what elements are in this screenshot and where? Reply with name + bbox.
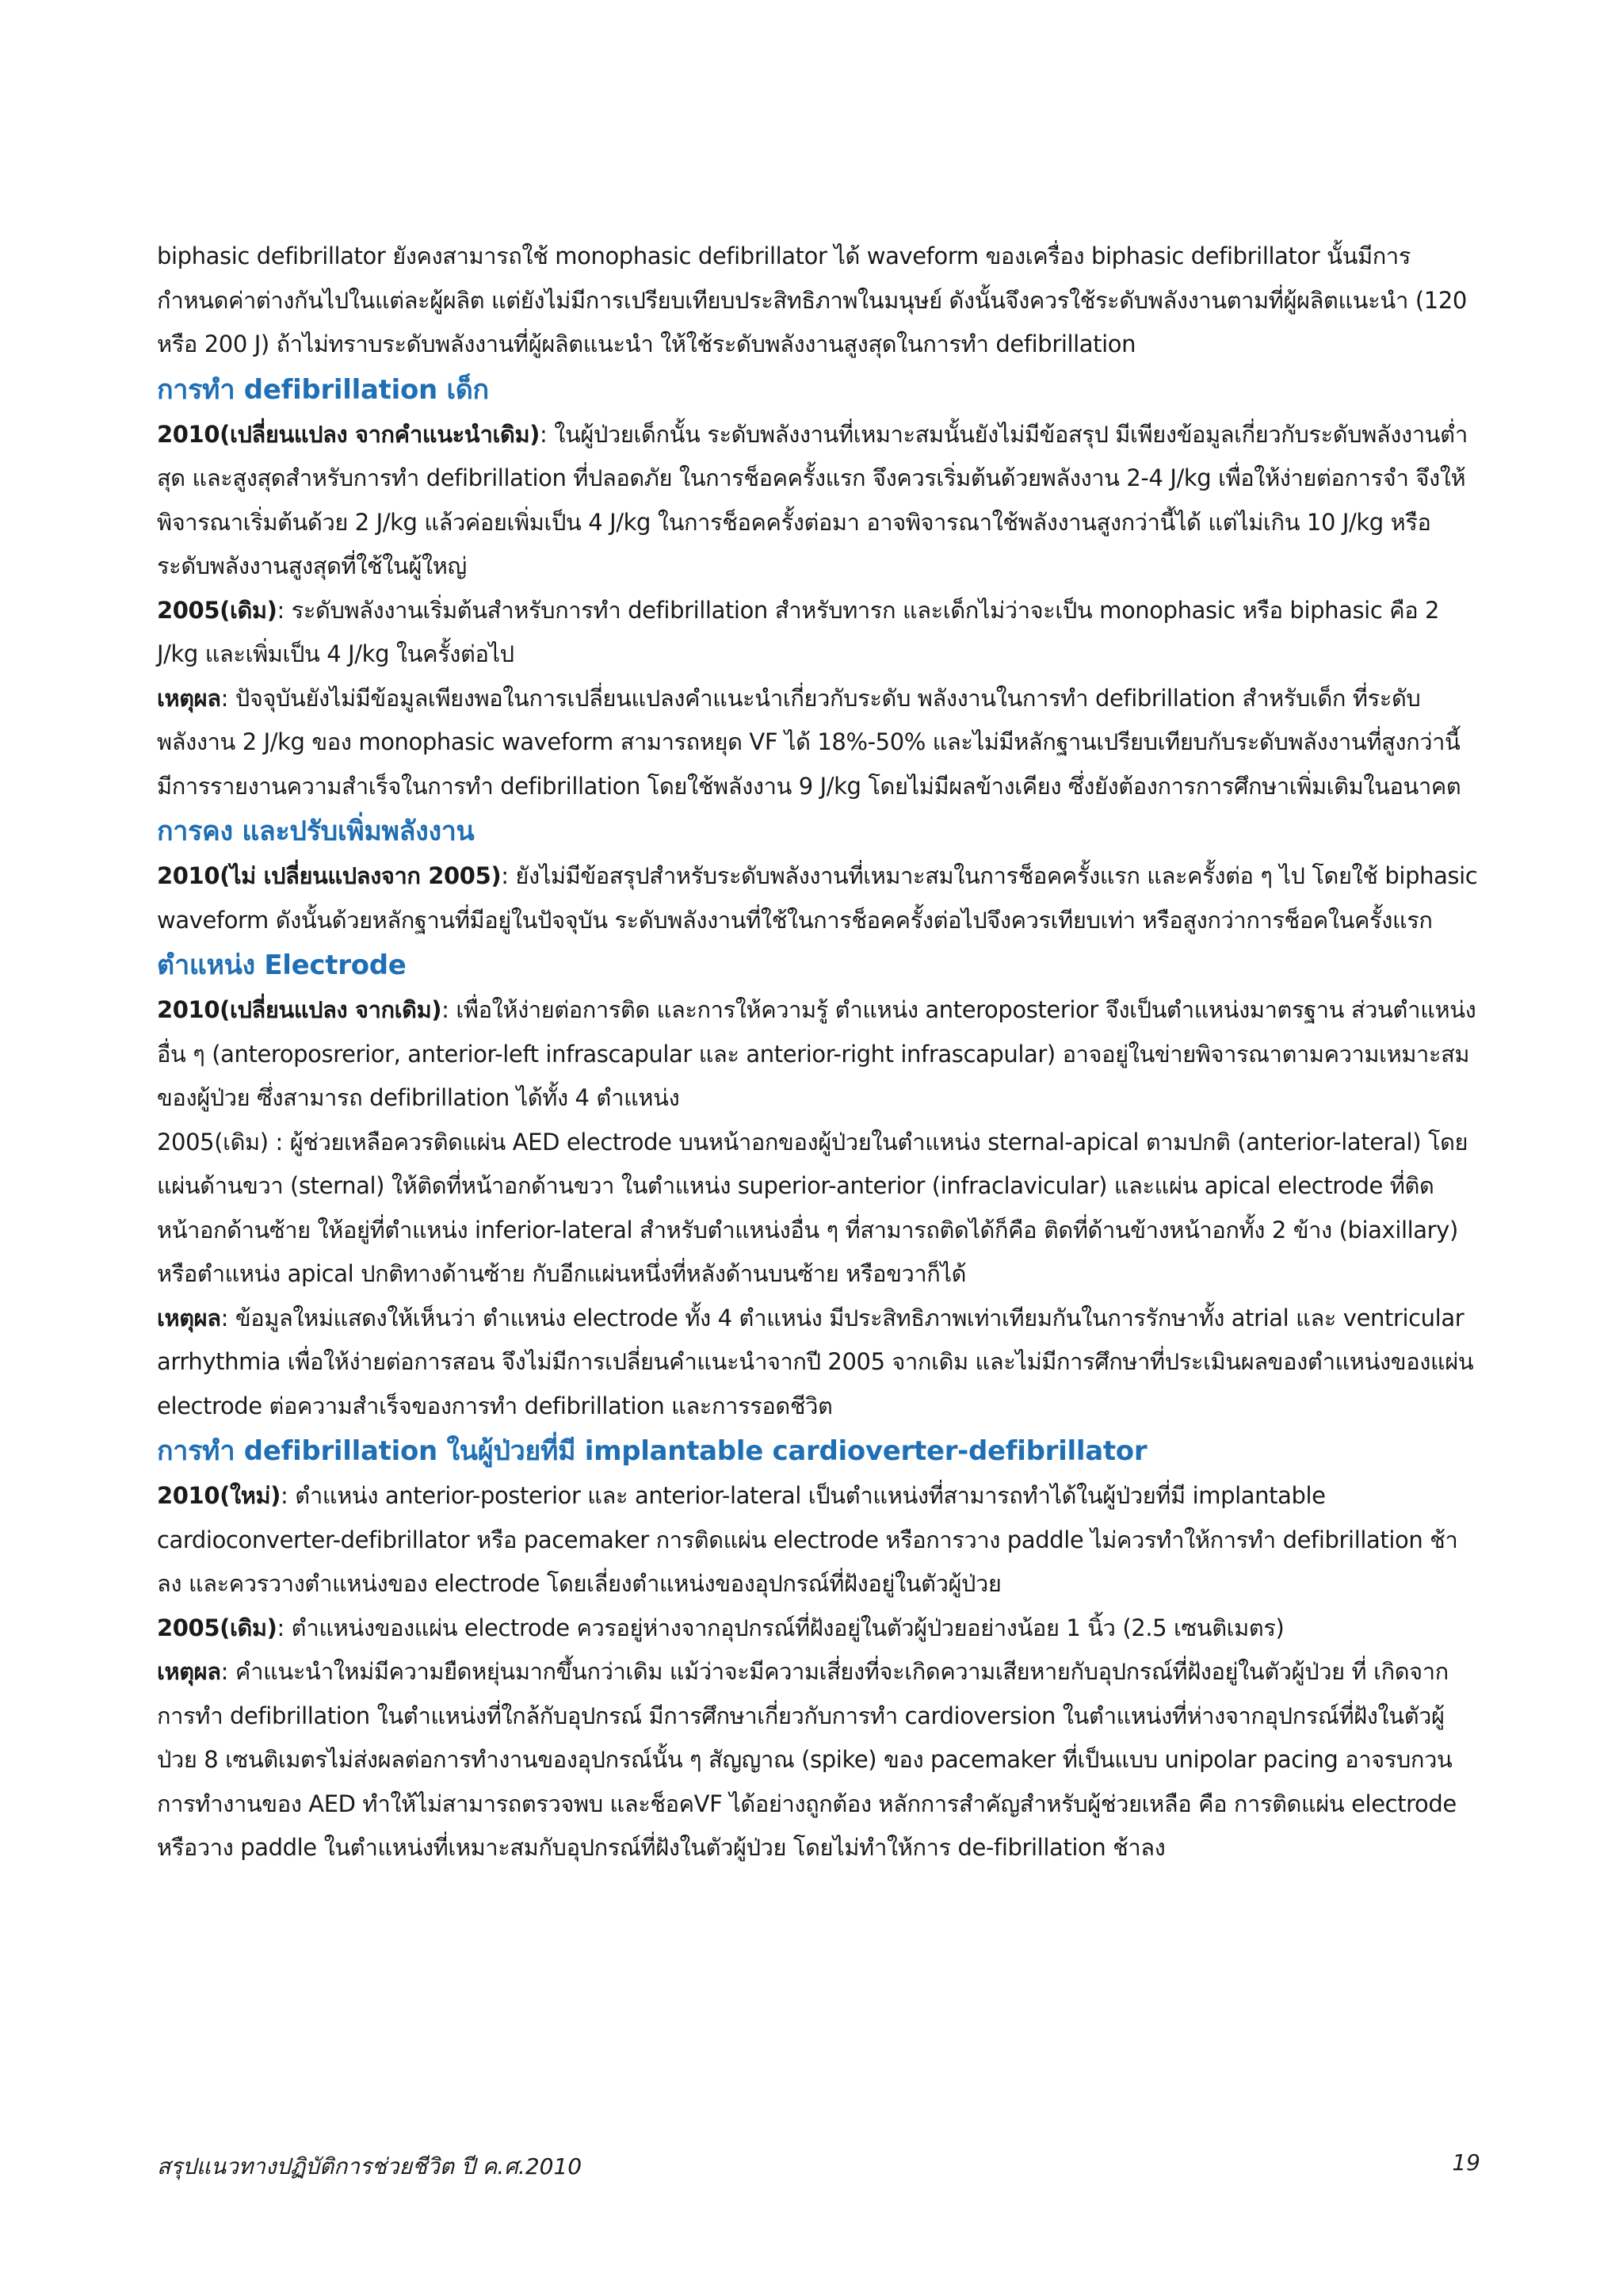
- paragraph-text: : ตำแหน่งของแผ่น electrode ควรอยู่ห่างจากอุปกรณ์ที่ฝังอยู่ในตัวผู้ป่วยอย่างน้อย 1 นิ้ว (2.5 เซนติเมตร): [277, 1614, 1285, 1641]
- paragraph-label: 2010(ไม่ เปลี่ยนแปลงจาก 2005): [157, 862, 502, 889]
- heading-energy-escalation: [157, 808, 1480, 854]
- paragraph-2010-energy: [157, 854, 1480, 942]
- heading-part: การคง และปรับเพิ่มพลังงาน: [157, 816, 475, 847]
- page-number: 19: [1452, 2149, 1480, 2176]
- paragraph-label: 2005(เดิม): [157, 596, 277, 624]
- paragraph-reason-pediatric: [157, 677, 1480, 809]
- paragraph-2010-pediatric: [157, 413, 1480, 589]
- paragraph-text: : ในผู้ป่วยเด็กนั้น ระดับพลังงานที่เหมาะสมนั้นยังไม่มีข้อสรุป มีเพียงข้อมูลเกี่ยวกับระดับพลังงานต่ำสุด และสูงสุดสำหรับการทำ defibrillation ที่ปลอดภัย ในการช็อคครั้งแรก จึงควรเริ่มต้นด้วยพลังงาน 2-4 J/kg เพื่อให้ง่ายต่อการจำ จึงให้พิจารณาเริ่มต้นด้วย 2 J/kg แล้วค่อยเพิ่มเป็น 4 J/kg ในการช็อคครั้งต่อมา อาจพิจารณาใช้พลังงานสูงกว่านี้ได้ แต่ไม่เกิน 10 J/kg หรือระดับพลังงานสูงสุดที่ใช้ในผู้ใหญ่: [157, 420, 1468, 579]
- paragraph-label: 2010(ใหม่): [157, 1482, 281, 1509]
- heading-electrode-position: [157, 942, 1480, 988]
- paragraph-text: : คำแนะนำใหม่มีความยืดหยุ่นมากขึ้นกว่าเดิม แม้ว่าจะมีความเสี่ยงที่จะเกิดความเสียหายกับอุปกรณ์ที่ฝังอยู่ในตัวผู้ป่วย ที่ เกิดจากการทำ defibrillation ในตำแหน่งที่ใกล้กับอุปกรณ์ มีการศึกษาเกี่ยวกับการทำ cardioversion ในตำแหน่งที่ห่างจากอุปกรณ์ที่ฝังในตัวผู้ป่วย 8 เซนติเมตรไม่ส่งผลต่อการทำงานของอุปกรณ์นั้น ๆ สัญญาณ (spike) ของ pacemaker ที่เป็นแบบ unipolar pacing อาจรบกวนการทำงานของ AED ทำให้ไม่สามารถตรวจพบ และช็อคVF ได้อย่างถูกต้อง หลักการสำคัญสำหรับผู้ช่วยเหลือ คือ การติดแผ่น electrode หรือวาง paddle ในตำแหน่งที่เหมาะสมกับอุปกรณ์ที่ฝังในตัวผู้ป่วย โดยไม่ทำให้การ de-fibrillation ช้าลง: [157, 1658, 1457, 1861]
- paragraph-2005-icd: [157, 1606, 1480, 1651]
- paragraph-text: : ปัจจุบันยังไม่มีข้อมูลเพียงพอในการเปลี่ยนแปลงคำแนะนำเกี่ยวกับระดับ พลังงานในการทำ defibrillation สำหรับเด็ก ที่ระดับพลังงาน 2 J/kg ของ monophasic waveform สามารถหยุด VF ได้ 18%-50% และไม่มีหลักฐานเปรียบเทียบกับระดับพลังงานที่สูงกว่านี้ มีการรายงานความสำเร็จในการทำ defibrillation โดยใช้พลังงาน 9 J/kg โดยไม่มีผลข้างเคียง ซึ่งยังต้องการการศึกษาเพิ่มเติมในอนาคต: [157, 684, 1461, 800]
- heading-part: Electrode: [254, 949, 407, 981]
- paragraph-label: เหตุผล: [157, 1658, 221, 1685]
- footer-title: สรุปแนวทางปฏิบัติการช่วยชีวิต ปี ค.ศ.2010: [157, 2153, 582, 2179]
- paragraph-2010-electrode: [157, 988, 1480, 1121]
- paragraph-2005-pediatric: [157, 589, 1480, 677]
- heading-part: การทำ: [157, 373, 235, 406]
- paragraph-text: : เพื่อให้ง่ายต่อการติด และการให้ความรู้ ตำแหน่ง anteroposterior จึงเป็นตำแหน่งมาตรฐาน ส่วนตำแหน่งอื่น ๆ (anteroposrerior, anterior-left infrascapular และ anterior-right infrascapular) อาจอยู่ในข่ายพิจารณาตามความเหมาะสมของผู้ป่วย ซึ่งสามารถ defibrillation ได้ทั้ง 4 ตำแหน่ง: [157, 996, 1476, 1111]
- paragraph-label: เหตุผล: [157, 1304, 221, 1331]
- paragraph-text: : ยังไม่มีข้อสรุปสำหรับระดับพลังงานที่เหมาะสมในการช็อคครั้งแรก และครั้งต่อ ๆ ไป โดยใช้ biphasic waveform ดังนั้นด้วยหลักฐานที่มีอยู่ในปัจจุบัน ระดับพลังงานที่ใช้ในการช็อคครั้งต่อไปจึงควรเทียบเท่า หรือสูงกว่าการช็อคในครั้งแรก: [157, 862, 1478, 934]
- heading-part: ตำแหน่ง: [157, 949, 255, 981]
- paragraph-reason-icd: [157, 1650, 1480, 1870]
- paragraph-text: : ตำแหน่ง anterior-posterior และ anterior-lateral เป็นตำแหน่งที่สามารถทำได้ในผู้ป่วยที่มี implantable cardioconverter-defibrillator หรือ pacemaker การติดแผ่น electrode หรือการวาง paddle ไม่ควรทำให้การทำ defibrillation ช้าลง และควรวางตำแหน่งของ electrode โดยเลี่ยงตำแหน่งของอุปกรณ์ที่ฝังอยู่ในตัวผู้ป่วย: [157, 1482, 1458, 1597]
- intro-text: biphasic defibrillator ยังคงสามารถใช้ monophasic defibrillator ได้ waveform ของเครื่อง biphasic defibrillator นั้นมีการกำหนดค่าต่างกันไปในแต่ละผู้ผลิต แต่ยังไม่มีการเปรียบเทียบประสิทธิภาพในมนุษย์ ดังนั้นจึงควรใช้ระดับพลังงานตามที่ผู้ผลิตแนะนำ (120 หรือ 200 J) ถ้าไม่ทราบระดับพลังงานที่ผู้ผลิตแนะนำ ให้ใช้ระดับพลังงานสูงสุดในการทำ defibrillation: [157, 243, 1467, 357]
- paragraph-reason-electrode: [157, 1297, 1480, 1429]
- paragraph-label: 2010(เปลี่ยนแปลง จากคำแนะนำเดิม): [157, 420, 540, 448]
- heading-part: เด็ก: [446, 373, 489, 406]
- page-footer: [157, 2149, 1480, 2184]
- paragraph-2010-icd: [157, 1474, 1480, 1606]
- heading-part: defibrillation: [235, 373, 447, 406]
- heading-part: defibrillation: [235, 1435, 447, 1467]
- page-content: [157, 235, 1480, 1870]
- paragraph-text: : ระดับพลังงานเริ่มต้นสำหรับการทำ defibrillation สำหรับทารก และเด็กไม่ว่าจะเป็น monophasic หรือ biphasic คือ 2 J/kg และเพิ่มเป็น 4 J/kg ในครั้งต่อไป: [157, 596, 1440, 667]
- heading-part: การทำ: [157, 1435, 235, 1467]
- paragraph-label: 2005(เดิม): [157, 1614, 277, 1641]
- heading-part: implantable cardioverter-defibrillator: [575, 1435, 1148, 1467]
- intro-paragraph: [157, 235, 1480, 367]
- heading-part: ในผู้ป่วยที่มี: [446, 1435, 576, 1467]
- paragraph-text: : ข้อมูลใหม่แสดงให้เห็นว่า ตำแหน่ง electrode ทั้ง 4 ตำแหน่ง มีประสิทธิภาพเท่าเทียมกันในการรักษาทั้ง atrial และ ventricular arrhythmia เพื่อให้ง่ายต่อการสอน จึงไม่มีการเปลี่ยนคำแนะนำจากปี 2005 จากเดิม และไม่มีการศึกษาที่ประเมินผลของตำแหน่งของแผ่น electrode ต่อความสำเร็จของการทำ defibrillation และการรอดชีวิต: [157, 1304, 1474, 1419]
- paragraph-2005-electrode: [157, 1121, 1480, 1297]
- paragraph-label: เหตุผล: [157, 684, 221, 712]
- paragraph-text: 2005(เดิม) : ผู้ช่วยเหลือควรติดแผ่น AED electrode บนหน้าอกของผู้ป่วยในตำแหน่ง sternal-apical ตามปกติ (anterior-lateral) โดยแผ่นด้านขวา (sternal) ให้ติดที่หน้าอกด้านขวา ในตำแหน่ง superior-anterior (infraclavicular) และแผ่น apical electrode ที่ติดหน้าอกด้านซ้าย ให้อยู่ที่ตำแหน่ง inferior-lateral สำหรับตำแหน่งอื่น ๆ ที่สามารถติดได้ก็คือ ติดที่ด้านข้างหน้าอกทั้ง 2 ข้าง (biaxillary) หรือตำแหน่ง apical ปกติทางด้านซ้าย กับอีกแผ่นหนึ่งที่หลังด้านบนซ้าย หรือขวาก็ได้: [157, 1128, 1468, 1287]
- paragraph-label: 2010(เปลี่ยนแปลง จากเดิม): [157, 996, 442, 1023]
- heading-icd-defibrillation: [157, 1428, 1480, 1474]
- heading-pediatric-defibrillation: [157, 367, 1480, 413]
